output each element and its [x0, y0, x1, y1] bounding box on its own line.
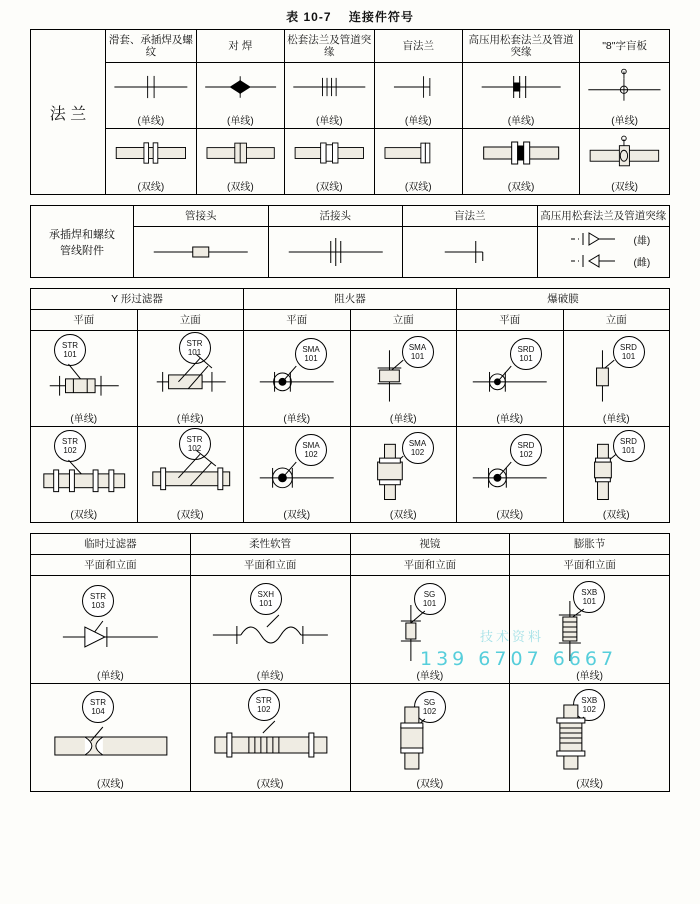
tag-code: SMA: [408, 343, 427, 353]
sub-header-1: 平面和立面: [190, 555, 350, 576]
tag-number: 102: [304, 450, 318, 460]
symbol-slip-on-double: [107, 130, 195, 176]
col-header-1: 对 焊: [196, 30, 284, 63]
label-male: (雄): [633, 236, 651, 248]
label-single: (单线): [227, 116, 254, 128]
symbol-cell: [462, 63, 579, 129]
label-single: (单线): [602, 414, 630, 426]
symbol-sight-glass-single: [352, 577, 509, 665]
symbol-temp-strainer-single: [32, 577, 189, 665]
group-header-1: 阻火器: [244, 289, 457, 310]
symbol-y-strainer-plan-double: [32, 428, 136, 504]
symbol-pipe-coupling: [135, 229, 267, 275]
label-double: (双线): [416, 779, 444, 791]
symbol-cell: [196, 63, 284, 129]
symbol-flame-arrester-plan-double: [245, 428, 349, 504]
symbol-rupture-disc-elev-double: [565, 428, 669, 504]
symbol-cell: [403, 227, 538, 278]
page-title: [0, 0, 700, 29]
table-row: [31, 289, 670, 310]
label-double: (双线): [70, 510, 98, 522]
symbol-cell: [462, 129, 579, 195]
label-single: (单线): [256, 671, 284, 683]
symbol-figure8-blind-double: [581, 130, 668, 176]
label-single: (单线): [496, 414, 524, 426]
table-socket-weld-fittings: [30, 205, 670, 278]
tag-number: 104: [91, 707, 105, 717]
tag-code: STR: [186, 435, 203, 445]
symbol-cell: [137, 427, 244, 523]
col-header-0: 滑套、承插焊及螺纹: [106, 30, 197, 63]
symbol-cell: [190, 576, 350, 684]
group-header-2: 视镜: [350, 534, 510, 555]
tag-code: STR: [62, 437, 78, 447]
col-header-4: 高压用松套法兰及管道突缘: [462, 30, 579, 63]
symbol-blind-flange-single: [376, 64, 461, 110]
tag-number: 102: [410, 448, 425, 458]
table-row: [31, 63, 670, 129]
watermark-note: 技术资料: [480, 630, 545, 645]
tag-code: SXB: [581, 696, 598, 706]
label-double: (双线): [256, 779, 284, 791]
label-single: (单线): [416, 671, 444, 683]
symbol-cell: [134, 227, 269, 278]
symbol-hp-male-female: [539, 228, 669, 276]
tag-code: STR: [90, 698, 106, 708]
symbol-cell: [285, 63, 375, 129]
tag-number: 101: [410, 352, 425, 362]
col-header-2: 盲法兰: [403, 206, 538, 227]
group-header-3: 膨胀节: [510, 534, 670, 555]
group-header-2: 爆破膜: [457, 289, 670, 310]
symbol-blind-flange-double: [376, 130, 461, 176]
tag-code: SG: [423, 698, 436, 708]
symbol-female: [569, 252, 629, 270]
table-row: [31, 427, 670, 523]
label-double: (双线): [576, 779, 603, 791]
tag-code: SMA: [302, 441, 320, 451]
symbol-cell: [580, 129, 670, 195]
symbol-cell: [285, 129, 375, 195]
label-double: (双线): [602, 510, 630, 522]
tag-number: 101: [259, 599, 273, 609]
group-header-1: 柔性软管: [190, 534, 350, 555]
table-row: [31, 555, 670, 576]
symbol-cell: [350, 331, 457, 427]
sub-header-0: 平面: [31, 310, 138, 331]
table-row: [31, 684, 670, 792]
label-double: (双线): [176, 510, 204, 522]
symbol-cell: [31, 576, 191, 684]
label-single: (单线): [404, 116, 432, 128]
table-number: 表 10-7: [286, 10, 332, 24]
table-row: [31, 206, 670, 227]
symbol-lap-joint-single: [286, 64, 373, 110]
label-double: (双线): [496, 510, 524, 522]
tag-number: 101: [519, 354, 533, 364]
label-single: (单线): [576, 671, 603, 683]
symbol-cell: [137, 331, 244, 427]
label-double: (双线): [404, 182, 432, 194]
tag-code: SXH: [257, 590, 274, 600]
symbol-y-strainer-elev-single: [139, 332, 243, 408]
row-label-socket: [31, 206, 134, 278]
tag-code: SMA: [302, 345, 320, 355]
tag-number: 102: [187, 444, 202, 454]
symbol-male: [569, 230, 629, 248]
symbol-cell: [106, 129, 197, 195]
symbol-cell: [268, 227, 403, 278]
tag-number: 101: [187, 348, 202, 358]
tag-number: 102: [582, 705, 596, 715]
tag-number: 102: [422, 707, 437, 717]
tag-code: STR: [90, 592, 106, 602]
symbol-cell: [350, 427, 457, 523]
label-double: (双线): [611, 182, 638, 194]
table-flange: [30, 29, 670, 195]
symbol-hp-lap-joint-double: [464, 130, 578, 176]
row-label-flange: 法 兰: [31, 30, 106, 195]
symbol-flame-arrester-elev-single: [352, 332, 456, 408]
tag-code: STR: [255, 696, 272, 706]
symbol-cell: [31, 684, 191, 792]
label-single: (单线): [315, 116, 343, 128]
symbol-blind-flange-socket: [404, 229, 536, 275]
label-single: (单线): [176, 414, 204, 426]
label-double: (双线): [137, 182, 165, 194]
col-header-2: 松套法兰及管道突缘: [285, 30, 375, 63]
symbol-figure8-blind-single: [581, 64, 668, 110]
symbol-flame-arrester-elev-double: [352, 428, 456, 504]
label-double: (双线): [97, 779, 124, 791]
symbol-cell: [350, 576, 510, 684]
symbol-expansion-joint-double: [511, 685, 668, 773]
table-row: [31, 534, 670, 555]
col-header-3: 高压用松套法兰及管道突缘: [537, 206, 670, 227]
symbol-flame-arrester-plan-single: [245, 332, 349, 408]
tag-code: STR: [62, 341, 78, 351]
symbol-hp-lap-joint-single: [464, 64, 578, 110]
tag-number: 102: [63, 446, 77, 456]
symbol-slip-on-single: [107, 64, 195, 110]
symbol-cell: [196, 129, 284, 195]
sub-header-2: 平面和立面: [350, 555, 510, 576]
tag-number: 101: [621, 446, 636, 456]
table-strainer-arrester-rupture: [30, 288, 670, 523]
symbol-cell: [31, 427, 138, 523]
sub-header-0: 平面和立面: [31, 555, 191, 576]
table-row: [31, 129, 670, 195]
sub-header-5: 立面: [563, 310, 670, 331]
group-header-0: 临时过滤器: [31, 534, 191, 555]
sub-header-2: 平面: [244, 310, 351, 331]
label-female: (雌): [633, 258, 651, 270]
symbol-cell: [510, 576, 670, 684]
symbol-cell: [374, 63, 462, 129]
col-header-5: "8"字盲板: [580, 30, 670, 63]
symbol-cell: [563, 427, 670, 523]
symbol-cell: [106, 63, 197, 129]
row-label-line2: 管线附件: [60, 244, 104, 257]
tag-code: SRD: [620, 343, 637, 353]
symbol-expansion-joint-single: [511, 577, 668, 665]
label-double: (双线): [389, 510, 417, 522]
symbol-rupture-disc-plan-double: [458, 428, 562, 504]
label-single: (单线): [97, 671, 124, 683]
label-double: (双线): [315, 182, 343, 194]
col-header-0: 管接头: [134, 206, 269, 227]
symbol-union: [270, 229, 402, 275]
table-row: [31, 310, 670, 331]
tag-number: 102: [257, 705, 271, 715]
symbol-lap-joint-double: [286, 130, 373, 176]
sub-header-4: 平面: [457, 310, 564, 331]
label-single: (单线): [70, 414, 98, 426]
symbol-cell: [457, 427, 564, 523]
symbol-cell: [350, 684, 510, 792]
table-row: [31, 331, 670, 427]
tag-number: 101: [422, 599, 437, 609]
group-header-0: Y 形过滤器: [31, 289, 244, 310]
symbol-cell: [244, 427, 351, 523]
tag-number: 101: [304, 354, 318, 364]
symbol-butt-weld-single: [198, 64, 283, 110]
label-single: (单线): [137, 116, 165, 128]
symbol-flex-hose-double: [192, 685, 349, 773]
label-single: (单线): [611, 116, 638, 128]
col-header-3: 盲法兰: [374, 30, 462, 63]
label-double: (双线): [227, 182, 254, 194]
symbol-y-strainer-plan-single: [32, 332, 136, 408]
symbol-y-strainer-elev-double: [139, 428, 243, 504]
col-header-1: 活接头: [268, 206, 403, 227]
label-double: (双线): [283, 510, 311, 522]
symbol-rupture-disc-elev-single: [565, 332, 669, 408]
symbol-cell: [457, 331, 564, 427]
table-row: [31, 30, 670, 63]
watermark-phone: 139 6707 6667: [420, 648, 618, 670]
sub-header-1: 立面: [137, 310, 244, 331]
sub-header-3: 平面和立面: [510, 555, 670, 576]
symbol-temp-strainer-double: [32, 685, 189, 773]
symbol-cell: [563, 331, 670, 427]
label-double: (双线): [507, 182, 535, 194]
label-single: (单线): [507, 116, 535, 128]
tag-code: SRD: [620, 437, 637, 447]
row-label-line1: 承插焊和螺纹: [49, 228, 115, 241]
table-title: 连接件符号: [348, 10, 414, 24]
tag-code: SG: [423, 590, 436, 600]
tag-number: 101: [582, 597, 596, 607]
table-temp-strainer-hose-sightglass-expansion: [30, 533, 670, 792]
tag-code: SMA: [408, 439, 427, 449]
tag-code: STR: [186, 339, 203, 349]
symbol-cell: [537, 227, 670, 278]
table-row: [31, 576, 670, 684]
symbol-flex-hose-single: [192, 577, 349, 665]
tag-number: 101: [621, 352, 636, 362]
symbol-sight-glass-double: [352, 685, 509, 773]
symbol-cell: [190, 684, 350, 792]
tag-number: 101: [63, 350, 77, 360]
tag-code: SRD: [517, 441, 535, 451]
tag-code: SRD: [517, 345, 535, 355]
symbol-butt-weld-double: [198, 130, 283, 176]
tag-number: 103: [91, 601, 105, 611]
symbol-cell: [31, 331, 138, 427]
tag-code: SXB: [581, 588, 598, 598]
symbol-cell: [510, 684, 670, 792]
symbol-cell: [580, 63, 670, 129]
symbol-cell: [244, 331, 351, 427]
label-single: (单线): [283, 414, 311, 426]
tag-number: 102: [519, 450, 533, 460]
symbol-rupture-disc-plan-single: [458, 332, 562, 408]
symbol-cell: [374, 129, 462, 195]
sub-header-3: 立面: [350, 310, 457, 331]
label-single: (单线): [389, 414, 417, 426]
